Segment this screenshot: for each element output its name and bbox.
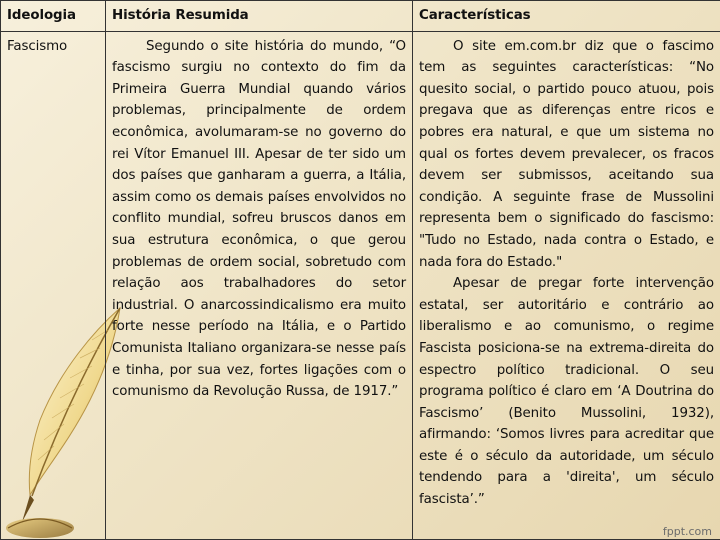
history-cell bbox=[106, 31, 413, 539]
table-header-row bbox=[1, 1, 720, 32]
header-ideology: Ideologia bbox=[1, 1, 106, 32]
header-history: História Resumida bbox=[106, 1, 413, 32]
characteristics-paragraph-2: Apesar de pregar forte intervenção estatal, ser autoritário e contrário ao liberalismo e ao comunismo, o regime Fascista posiciona-se na extrema-direita do espectro político tradicional. O seu programa político é claro em ‘A Doutrina do Fascismo’ (Benito Mussolini, 1932), afirmando: ‘Somos livres para acreditar que este é o século da autoridade, um século tendendo para a 'direita', um século fascista’.” bbox=[419, 276, 714, 508]
table-row bbox=[1, 31, 720, 539]
characteristics-cell bbox=[413, 31, 720, 539]
header-characteristics: Características bbox=[413, 1, 720, 32]
footer-brand: fppt.com bbox=[662, 525, 712, 538]
ideology-cell: Fascismo bbox=[1, 31, 106, 539]
characteristics-paragraph-1: O site em.com.br diz que o fascimo tem as seguintes características: “No quesito social, o partido pouco atuou, pois pregava que as diferenças entre ricos e pobres era natural, e que um sistema no qual os fortes devem prevalecer, os fracos devem ser submissos, aceitando sua condição. A seguinte frase de Mussolini representa bem o significado do fascismo: "Tudo no Estado, nada contra o Estado, e nada fora do Estado." bbox=[419, 38, 714, 270]
history-text: Segundo o site história do mundo, “O fascismo surgiu no contexto do fim da Primeira Guerra Mundial quando vários problemas, principalmente de ordem econômica, avolumaram-se no governo do rei Vítor Emanuel III. Apesar de ter sido um dos países que ganharam a guerra, a Itália, assim como os demais países envolvidos no conflito mundial, sofreu bruscos danos em sua estrutura econômica, o que gerou problemas de ordem social, sobretudo com relação aos trabalhadores do setor industrial. O anarcossindicalismo era muito forte nesse período na Itália, e o Partido Comunista Italiano organizara-se nesse país e tinha, por sua vez, fortes ligações com o comunismo da Revolução Russa, de 1917.” bbox=[112, 38, 406, 400]
